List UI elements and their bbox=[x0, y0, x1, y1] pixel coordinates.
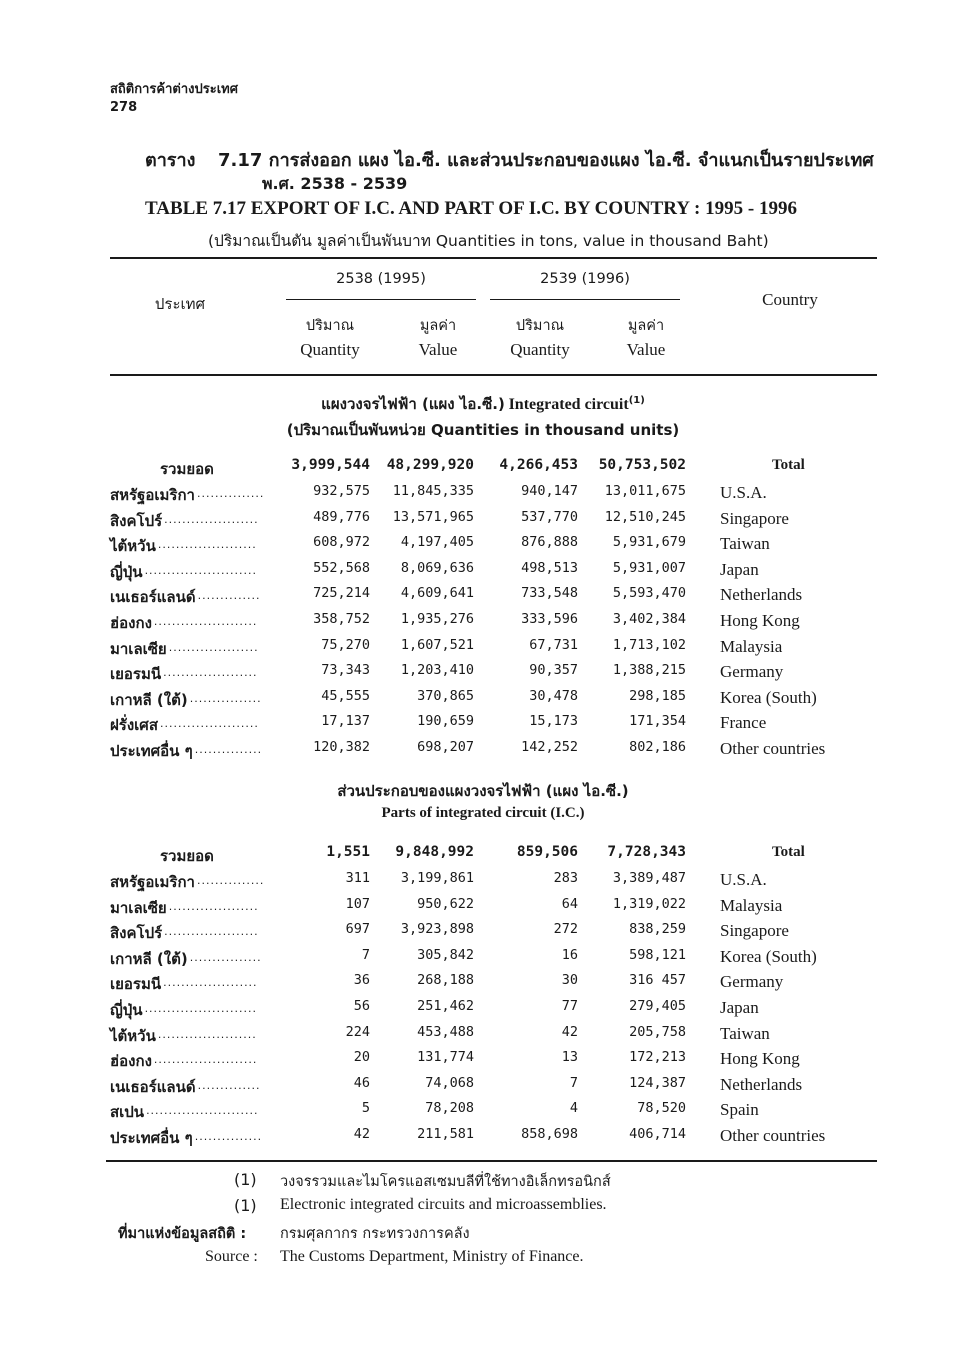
value-1995-cell: 211,581 bbox=[417, 1126, 474, 1142]
table-row bbox=[0, 585, 966, 607]
value-1996-cell: 124,387 bbox=[629, 1074, 686, 1091]
value-1996-cell: 316 457 bbox=[629, 972, 686, 989]
country-th-cell: ไต้หวัน bbox=[110, 1026, 156, 1045]
section1-footnote-mark: (1) bbox=[628, 395, 645, 406]
year2-rule bbox=[490, 299, 680, 300]
quantity-1996-cell: 16 bbox=[561, 946, 578, 963]
table-unit-note: (ปริมาณเป็นตัน มูลค่าเป็นพันบาท Quantities in tons, value in thousand Baht) bbox=[208, 232, 769, 250]
quantity-1996-cell: 858,698 bbox=[521, 1126, 578, 1142]
leader-dots: ..................... bbox=[164, 925, 259, 939]
country-en-cell: Germany bbox=[720, 972, 784, 992]
quantity-1995-cell: 552,568 bbox=[313, 559, 370, 576]
value-1995-cell: 3,923,898 bbox=[400, 921, 474, 938]
country-th-cell: เนเธอร์แลนด์ bbox=[110, 588, 196, 607]
value-1995-cell: 74,068 bbox=[425, 1074, 474, 1091]
table-bottom-rule bbox=[106, 1160, 877, 1162]
country-en-cell: Japan bbox=[720, 998, 759, 1017]
value-1995-cell: 11,845,335 bbox=[392, 483, 474, 499]
quantity-1996-cell: 67,731 bbox=[529, 636, 578, 653]
quantity-1995-cell: 311 bbox=[345, 870, 370, 886]
country-th-cell: ญี่ปุ่น bbox=[110, 562, 143, 581]
country-th-cell: สหรัฐอเมริกา bbox=[110, 486, 195, 504]
leader-dots: .................... bbox=[168, 640, 259, 654]
leader-dots: .............. bbox=[197, 589, 261, 603]
value-1996-cell: 1,319,022 bbox=[612, 895, 686, 912]
country-th-cell: รวมยอด bbox=[160, 460, 214, 478]
country-th-cell: สิงคโปร์ bbox=[110, 924, 163, 943]
country-th-cell: ฝรั่งเศส bbox=[110, 716, 158, 735]
leader-dots: ............... bbox=[196, 874, 265, 887]
table-row bbox=[0, 998, 966, 1020]
country-th-cell: มาเลเซีย bbox=[110, 639, 167, 658]
val1996-en-header: Value bbox=[626, 340, 666, 359]
quantity-1996-cell: 859,506 bbox=[516, 844, 578, 860]
table-label-th: ตาราง bbox=[145, 150, 196, 171]
year1-rule bbox=[286, 299, 476, 300]
section1-unit-note-text: (ปริมาณเป็นพันหน่วย Quantities in thousand units) bbox=[286, 421, 680, 439]
value-1995-cell: 8,069,636 bbox=[400, 559, 474, 576]
footnote-mark-en: (1) bbox=[234, 1196, 257, 1215]
leader-dots: .............. bbox=[197, 1078, 261, 1092]
country-en-cell: Korea (South) bbox=[720, 687, 817, 707]
leader-dots: ......................... bbox=[146, 1104, 259, 1118]
quantity-1995-cell: 358,752 bbox=[313, 611, 370, 627]
country-th-cell: เนเธอร์แลนด์ bbox=[110, 1077, 196, 1096]
country-th-cell: ฮ่องกง bbox=[110, 1052, 152, 1071]
table-row bbox=[0, 688, 966, 710]
section1-title-th: แผงวงจรไฟฟ้า (แผง ไอ.ซี.) bbox=[321, 395, 505, 413]
table-row bbox=[0, 713, 966, 735]
quantity-1996-cell: 142,252 bbox=[521, 739, 578, 755]
value-1995-cell: 13,571,965 bbox=[392, 508, 474, 525]
table-row bbox=[0, 1100, 966, 1122]
value-1995-cell: 3,199,861 bbox=[400, 870, 474, 886]
footnote-th: วงจรรวมและไมโครแอสเซมบลีที่ใช้ทางอิเล็กทรอนิกส์ bbox=[280, 1174, 611, 1190]
value-1996-cell: 7,728,343 bbox=[607, 844, 686, 860]
section2-title bbox=[0, 779, 966, 803]
leader-dots: ................ bbox=[189, 950, 262, 964]
page-section-name: สถิติการค้าต่างประเทศ bbox=[110, 82, 238, 97]
qty1995-th-header: ปริมาณ bbox=[305, 318, 355, 334]
country-th-cell: รวมยอด bbox=[160, 847, 214, 865]
country-th-cell: เยอรมนี bbox=[110, 975, 162, 994]
leader-dots: ............... bbox=[194, 1130, 263, 1143]
country-en-cell: Singapore bbox=[720, 508, 789, 528]
value-1995-cell: 1,203,410 bbox=[400, 662, 474, 679]
country-en-cell: Spain bbox=[720, 1100, 759, 1120]
quantity-1995-cell: 120,382 bbox=[313, 739, 370, 755]
quantity-1996-cell: 15,173 bbox=[529, 713, 578, 730]
country-th-cell: มาเลเซีย bbox=[110, 898, 167, 917]
val1996-th-header: มูลค่า bbox=[627, 318, 665, 334]
quantity-1995-cell: 489,776 bbox=[313, 508, 370, 525]
value-1996-cell: 78,520 bbox=[637, 1100, 686, 1117]
quantity-1996-cell: 498,513 bbox=[521, 559, 578, 576]
country-th-cell: เกาหลี (ใต้) bbox=[110, 949, 188, 968]
country-en-cell: Total bbox=[772, 844, 805, 860]
country-en-cell: Malaysia bbox=[720, 636, 783, 656]
value-1996-cell: 3,402,384 bbox=[612, 611, 686, 627]
country-th-cell: ประเทศอื่น ๆ bbox=[110, 1129, 193, 1147]
value-1995-cell: 1,607,521 bbox=[400, 636, 474, 653]
country-th-cell: เกาหลี (ใต้) bbox=[110, 690, 188, 709]
country-en-cell: U.S.A. bbox=[720, 870, 767, 889]
quantity-1995-cell: 107 bbox=[345, 895, 370, 912]
value-1995-cell: 950,622 bbox=[417, 895, 474, 912]
leader-dots: ...................... bbox=[157, 1027, 257, 1041]
quantity-1995-cell: 46 bbox=[353, 1074, 370, 1091]
quantity-1995-cell: 36 bbox=[353, 972, 370, 989]
country-en-cell: Malaysia bbox=[720, 895, 783, 915]
leader-dots: ....................... bbox=[153, 1053, 258, 1067]
quantity-1996-cell: 7 bbox=[569, 1074, 578, 1091]
table-row bbox=[0, 637, 966, 659]
leader-dots: ......................... bbox=[144, 1002, 257, 1015]
leader-dots: ............... bbox=[194, 743, 263, 756]
leader-dots: ............... bbox=[196, 487, 265, 500]
leader-dots: ...................... bbox=[157, 538, 257, 552]
quantity-1996-cell: 64 bbox=[561, 895, 578, 912]
quantity-1995-cell: 5 bbox=[361, 1100, 370, 1117]
quantity-1996-cell: 537,770 bbox=[521, 508, 578, 525]
section1-title-en: Integrated circuit bbox=[508, 396, 629, 413]
value-1995-cell: 370,865 bbox=[417, 687, 474, 704]
quantity-1996-cell: 4 bbox=[569, 1100, 578, 1117]
value-1995-cell: 4,197,405 bbox=[400, 534, 474, 551]
table-row bbox=[0, 483, 966, 505]
quantity-1995-cell: 3,999,544 bbox=[291, 457, 370, 473]
value-1996-cell: 5,931,679 bbox=[612, 534, 686, 551]
source-th: กรมศุลกากร กระทรวงการคลัง bbox=[280, 1226, 470, 1242]
value-1995-cell: 190,659 bbox=[417, 713, 474, 730]
value-1996-cell: 5,931,007 bbox=[612, 559, 686, 576]
country-en-cell: Other countries bbox=[720, 1126, 826, 1145]
year2-header: 2539 (1996) bbox=[540, 271, 630, 287]
value-1996-cell: 5,593,470 bbox=[612, 585, 686, 602]
leader-dots: ..................... bbox=[163, 976, 258, 990]
quantity-1996-cell: 272 bbox=[553, 921, 578, 938]
country-en-cell: Taiwan bbox=[720, 1023, 770, 1043]
quantity-1995-cell: 7 bbox=[361, 946, 370, 963]
val1995-th-header: มูลค่า bbox=[419, 318, 457, 334]
quantity-1996-cell: 42 bbox=[561, 1023, 578, 1040]
value-1996-cell: 298,185 bbox=[629, 687, 686, 704]
table-row bbox=[0, 739, 966, 761]
value-1995-cell: 131,774 bbox=[417, 1049, 474, 1066]
section1-title bbox=[0, 392, 966, 416]
table-row bbox=[0, 1126, 966, 1148]
value-1996-cell: 3,389,487 bbox=[612, 870, 686, 886]
table-row bbox=[0, 662, 966, 684]
table-row bbox=[0, 1075, 966, 1097]
country-th-cell: ประเทศอื่น ๆ bbox=[110, 742, 193, 760]
quantity-1996-cell: 733,548 bbox=[521, 585, 578, 602]
country-en-cell: Netherlands bbox=[720, 585, 803, 605]
value-1996-cell: 171,354 bbox=[629, 713, 686, 730]
country-en-cell: Netherlands bbox=[720, 1074, 803, 1094]
value-1996-cell: 12,510,245 bbox=[604, 508, 686, 525]
quantity-1995-cell: 73,343 bbox=[321, 662, 370, 679]
country-th-cell: สหรัฐอเมริกา bbox=[110, 873, 195, 891]
value-1995-cell: 251,462 bbox=[417, 998, 474, 1014]
country-th-cell: สเปน bbox=[110, 1103, 145, 1122]
quantity-1995-cell: 932,575 bbox=[313, 483, 370, 499]
quantity-1995-cell: 17,137 bbox=[321, 713, 370, 730]
table-row bbox=[0, 534, 966, 556]
table-top-rule bbox=[110, 257, 877, 259]
leader-dots: ...................... bbox=[159, 717, 259, 731]
country-th-cell: ไต้หวัน bbox=[110, 537, 156, 556]
value-1996-cell: 802,186 bbox=[629, 739, 686, 755]
value-1995-cell: 78,208 bbox=[425, 1100, 474, 1117]
value-1996-cell: 838,259 bbox=[629, 921, 686, 938]
quantity-1996-cell: 30,478 bbox=[529, 687, 578, 704]
table-row bbox=[0, 560, 966, 582]
country-th-header: ประเทศ bbox=[154, 295, 206, 313]
quantity-1996-cell: 13 bbox=[561, 1049, 578, 1066]
quantity-1996-cell: 77 bbox=[561, 998, 578, 1014]
value-1995-cell: 9,848,992 bbox=[395, 844, 474, 860]
quantity-1995-cell: 20 bbox=[353, 1049, 370, 1066]
value-1996-cell: 13,011,675 bbox=[604, 483, 686, 499]
table-title-en: TABLE 7.17 EXPORT OF I.C. AND PART OF I.C. BY COUNTRY : 1995 - 1996 bbox=[145, 198, 797, 219]
table-row bbox=[0, 896, 966, 918]
value-1996-cell: 205,758 bbox=[629, 1023, 686, 1040]
quantity-1996-cell: 940,147 bbox=[521, 483, 578, 499]
table-row bbox=[0, 972, 966, 994]
value-1995-cell: 268,188 bbox=[417, 972, 474, 989]
value-1996-cell: 279,405 bbox=[629, 998, 686, 1014]
quantity-1995-cell: 1,551 bbox=[326, 844, 370, 860]
total-row bbox=[0, 457, 966, 479]
country-en-cell: Total bbox=[772, 457, 805, 473]
val1995-en-header: Value bbox=[418, 340, 458, 359]
quantity-1995-cell: 697 bbox=[345, 921, 370, 938]
country-th-cell: เยอรมนี bbox=[110, 665, 162, 684]
country-en-cell: Taiwan bbox=[720, 534, 770, 554]
table-title-th: 7.17 การส่งออก แผง ไอ.ซี. และส่วนประกอบของแผง ไอ.ซี. จำแนกเป็นรายประเทศ bbox=[218, 150, 874, 171]
table-row bbox=[0, 611, 966, 633]
table-row bbox=[0, 1024, 966, 1046]
value-1995-cell: 453,488 bbox=[417, 1023, 474, 1040]
country-en-cell: Hong Kong bbox=[720, 1049, 800, 1069]
quantity-1995-cell: 224 bbox=[345, 1023, 370, 1040]
quantity-1995-cell: 75,270 bbox=[321, 636, 370, 653]
year1-header: 2538 (1995) bbox=[336, 271, 426, 287]
leader-dots: ................ bbox=[189, 691, 262, 705]
page-number: 278 bbox=[110, 100, 138, 115]
country-en-cell: Japan bbox=[720, 559, 759, 579]
section2-title-th: ส่วนประกอบของแผงวงจรไฟฟ้า (แผง ไอ.ซี.) bbox=[337, 782, 629, 800]
quantity-1995-cell: 42 bbox=[353, 1126, 370, 1142]
value-1996-cell: 1,388,215 bbox=[612, 662, 686, 679]
quantity-1996-cell: 90,357 bbox=[529, 662, 578, 679]
table-row bbox=[0, 1049, 966, 1071]
country-en-cell: Korea (South) bbox=[720, 946, 817, 966]
leader-dots: ..................... bbox=[164, 512, 259, 526]
quantity-1996-cell: 4,266,453 bbox=[499, 457, 578, 473]
country-en-cell: Hong Kong bbox=[720, 611, 800, 630]
source-th-label: ที่มาแห่งข้อมูลสถิติ : bbox=[118, 1226, 247, 1242]
value-1996-cell: 50,753,502 bbox=[598, 457, 686, 473]
quantity-1996-cell: 876,888 bbox=[521, 534, 578, 551]
table-row bbox=[0, 509, 966, 531]
value-1995-cell: 305,842 bbox=[417, 946, 474, 963]
country-th-cell: ญี่ปุ่น bbox=[110, 1001, 143, 1019]
country-en-cell: Germany bbox=[720, 662, 784, 682]
value-1996-cell: 172,213 bbox=[629, 1049, 686, 1066]
quantity-1995-cell: 56 bbox=[353, 998, 370, 1014]
value-1996-cell: 406,714 bbox=[629, 1126, 686, 1142]
value-1996-cell: 1,713,102 bbox=[612, 636, 686, 653]
country-th-cell: ฮ่องกง bbox=[110, 614, 152, 632]
quantity-1996-cell: 283 bbox=[553, 870, 578, 886]
country-en-cell: Other countries bbox=[720, 739, 826, 758]
section1-unit-note bbox=[0, 418, 966, 442]
country-en-cell: U.S.A. bbox=[720, 483, 767, 502]
source-en-label: Source : bbox=[205, 1248, 258, 1265]
quantity-1996-cell: 30 bbox=[561, 972, 578, 989]
country-th-cell: สิงคโปร์ bbox=[110, 511, 163, 530]
header-bottom-rule bbox=[110, 374, 877, 376]
qty1996-th-header: ปริมาณ bbox=[515, 318, 565, 334]
table-row bbox=[0, 947, 966, 969]
table-row bbox=[0, 921, 966, 943]
source-en: The Customs Department, Ministry of Finance. bbox=[280, 1248, 584, 1265]
quantity-1995-cell: 725,214 bbox=[313, 585, 370, 602]
quantity-1995-cell: 45,555 bbox=[321, 687, 370, 704]
qty1995-en-header: Quantity bbox=[300, 340, 360, 359]
value-1996-cell: 598,121 bbox=[629, 946, 686, 963]
section2-subtitle bbox=[0, 805, 966, 822]
leader-dots: ..................... bbox=[163, 666, 258, 680]
total-row bbox=[0, 844, 966, 866]
table-row bbox=[0, 870, 966, 892]
country-en-header: Country bbox=[762, 290, 818, 309]
footnote-en: Electronic integrated circuits and microassemblies. bbox=[280, 1196, 607, 1213]
value-1995-cell: 48,299,920 bbox=[386, 457, 474, 473]
country-en-cell: France bbox=[720, 713, 767, 733]
qty1996-en-header: Quantity bbox=[510, 340, 570, 359]
leader-dots: .................... bbox=[168, 899, 259, 913]
country-en-cell: Singapore bbox=[720, 921, 789, 941]
section2-title-en: Parts of integrated circuit (I.C.) bbox=[381, 805, 585, 821]
value-1995-cell: 698,207 bbox=[417, 739, 474, 755]
quantity-1996-cell: 333,596 bbox=[521, 611, 578, 627]
table-title-years-th: พ.ศ. 2538 - 2539 bbox=[262, 174, 408, 193]
value-1995-cell: 4,609,641 bbox=[400, 585, 474, 602]
value-1995-cell: 1,935,276 bbox=[400, 611, 474, 627]
quantity-1995-cell: 608,972 bbox=[313, 534, 370, 551]
leader-dots: ......................... bbox=[144, 563, 257, 577]
leader-dots: ....................... bbox=[153, 615, 258, 628]
footnote-mark-th: (1) bbox=[234, 1170, 257, 1189]
